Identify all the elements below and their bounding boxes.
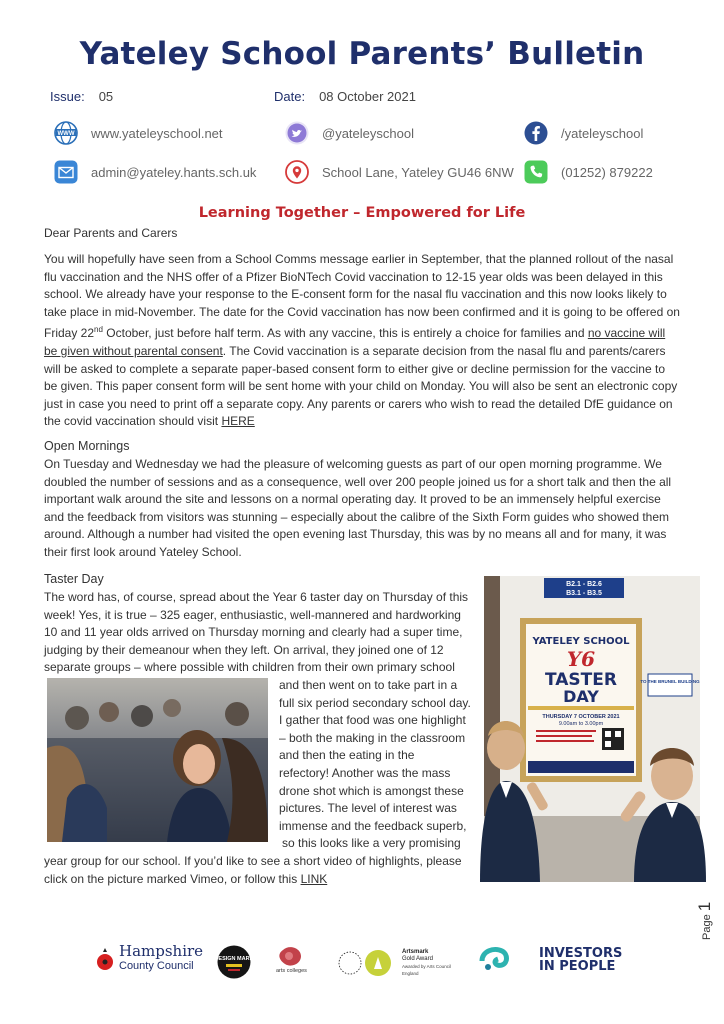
taster-day-intro <box>44 589 484 677</box>
issue-value: 05 <box>98 89 114 104</box>
contact-phone[interactable] <box>524 160 653 184</box>
svg-text:WWW: WWW <box>57 130 75 137</box>
taster-line: so this looks like a very promising <box>282 836 461 851</box>
taster-line: drone shot which is amongst these <box>279 783 464 798</box>
bulletin-title: Yateley School Parents’ Bulletin <box>79 36 645 72</box>
email-text: admin@yateley.hants.sch.uk <box>91 164 257 180</box>
taster-line: year group for our school. If you’d like to see a short video of highlights, please <box>44 854 462 868</box>
taster-day-hall-photo[interactable] <box>47 678 268 842</box>
room-sign-top: B2.1 - B2.6 <box>566 581 602 588</box>
vaccination-text-1: You will hopefully have seen from a School Comms message earlier in September, that the planned rollout of the nasal flu vaccination and the NHS offer of a Pfizer BioNTech Covid vaccination to 12-15 year olds was been delayed in this school. We already have your response to the E-consent form for the nasal flu vaccination and this now looks likely to take place in mid-November. The date for the Covid vaccination has now been confirmed and it is going to be offered on Friday 22 <box>44 252 680 341</box>
artsmark-body: Awarded by Arts Council England <box>402 964 451 976</box>
design-mark-text: DESIGN MARK <box>214 956 254 962</box>
poppy-icon <box>95 946 115 972</box>
taster-line: and then went on to take part in a <box>279 678 458 692</box>
consent-emphasis: no vaccine will be given without parental consent <box>44 326 666 358</box>
taster-line: and then the eating in the <box>279 748 415 763</box>
poster-taster: TASTER <box>545 670 617 690</box>
vaccination-paragraph <box>44 251 680 431</box>
phone-icon <box>524 160 548 184</box>
artsmark-logo <box>338 949 462 977</box>
twitter-text: @yateleyschool <box>322 125 414 141</box>
arts-colleges-text: arts colleges <box>276 968 307 974</box>
contact-facebook[interactable] <box>524 121 643 145</box>
taster-line: The word has, of course, spread about the Year 6 taster day on Thursday of this <box>44 590 469 604</box>
taster-line: full six period secondary school day. <box>279 695 471 710</box>
poster-y6: Y6 <box>566 647 596 671</box>
page-number <box>695 902 715 940</box>
dfe-guidance-link[interactable]: HERE <box>221 414 255 429</box>
website-text: www.yateleyschool.net <box>91 125 223 141</box>
address-text: School Lane, Yateley GU46 6NW <box>322 164 514 180</box>
contact-twitter[interactable] <box>285 121 414 145</box>
taster-day-poster-photo[interactable] <box>484 576 700 882</box>
taster-day-wrapped-text <box>279 677 479 853</box>
date-line <box>274 89 416 104</box>
taster-line: immense and the feedback superb, <box>279 818 467 833</box>
taster-line: week! Yes, it is true – 325 eager, enthusiastic, well-mannered and hardworking <box>44 607 461 622</box>
contact-address[interactable] <box>285 160 514 184</box>
county-council: County Council <box>119 960 194 972</box>
taster-line: I gather that food was one highlight <box>279 713 466 728</box>
taster-day-heading: Taster Day <box>44 572 104 586</box>
twitter-icon <box>285 121 309 145</box>
poster-day: DAY <box>563 687 599 706</box>
phone-text: (01252) 879222 <box>561 164 653 180</box>
taster-line: judging by their demeanour when they left. On arrival, they joined one of 12 <box>44 642 444 657</box>
date-value: 08 October 2021 <box>319 89 416 104</box>
page-number-value: 1 <box>695 901 714 912</box>
investors-text: INVESTORS <box>539 946 623 961</box>
investors-in-people-logo <box>539 947 622 974</box>
taster-line: click on the picture marked Vimeo, or follow this <box>44 871 301 886</box>
poster-date: THURSDAY 7 OCTOBER 2021 <box>542 714 620 720</box>
hampshire-logo <box>95 944 203 974</box>
arts-colleges-logo <box>276 946 307 974</box>
artsmark-award: Gold Award <box>402 956 433 962</box>
taster-line: – both the making in the classroom <box>279 730 466 745</box>
design-mark-logo <box>214 945 254 979</box>
date-label: Date: <box>274 89 306 104</box>
facebook-text: /yateleyschool <box>561 125 644 141</box>
education-partner-logo <box>478 945 512 975</box>
taster-line: refectory! Another was the mass <box>279 765 451 780</box>
vaccination-text-3: . The Covid vaccination is a separate decision from the nasal flu and parents/carers will be asked to complete a separate paper-based consent form to either give or decline permission for the vaccine to be given. This paper consent form will be sent home with your child on Monday. You will also be sent an electronic copy just in case you need to print off a separate copy. Any parents or carers who wish to read the detailed DfE guidance on the covid vaccination should visit <box>44 343 678 429</box>
facebook-icon <box>524 121 548 145</box>
room-sign-bottom: B3.1 - B3.5 <box>566 590 602 597</box>
contact-website[interactable] <box>54 121 223 145</box>
taster-day-closing <box>44 853 484 888</box>
contact-email[interactable] <box>54 160 256 184</box>
open-mornings-paragraph: On Tuesday and Wednesday we had the pleasure of welcoming guests as part of our open morning programme. We doubled the number of sessions and as a consequence, well over 200 people joined us for a short talk and then the all important walk around the site and lessons on a normal operating day. It proved to be an immensely helpful exercise and the feedback from visitors was stunning – especially about the calibre of the Sixth Form guides who showed them around. Although a number had visited the open evening last Thursday, this was by no means all and for many, it was their first look around Yateley School. <box>44 457 672 559</box>
in-people-text: IN PEOPLE <box>539 959 616 974</box>
salutation: Dear Parents and Carers <box>44 226 178 240</box>
artsmark-title: Artsmark <box>402 949 429 955</box>
taster-line: 10 and 11 year olds arrived on Thursday morning and clearly had a super time, <box>44 625 463 640</box>
taster-line: separate groups – where possible with children from their own primary school <box>44 660 455 675</box>
hampshire-name: Hampshire <box>119 942 204 960</box>
taster-line: pictures. The level of interest was <box>279 801 457 816</box>
mail-icon <box>54 160 78 184</box>
poster-school: YATELEY SCHOOL <box>532 636 630 647</box>
ordinal-suffix: nd <box>94 325 103 335</box>
vaccination-text-2: October, just before half term. As with any vaccine, this is entirely a choice for families and <box>102 326 588 341</box>
video-link[interactable]: LINK <box>300 871 328 886</box>
school-tagline: Learning Together – Empowered for Life <box>198 205 526 221</box>
issue-label: Issue: <box>50 89 85 104</box>
open-mornings-heading: Open Mornings <box>44 439 130 453</box>
issue-line <box>50 89 113 104</box>
wall-sign: TO THE BRUNEL BUILDING <box>640 679 700 684</box>
location-pin-icon <box>285 160 309 184</box>
page-label: Page <box>701 914 713 940</box>
poster-time: 9.00am to 3.00pm <box>558 721 604 727</box>
globe-icon <box>54 121 78 145</box>
